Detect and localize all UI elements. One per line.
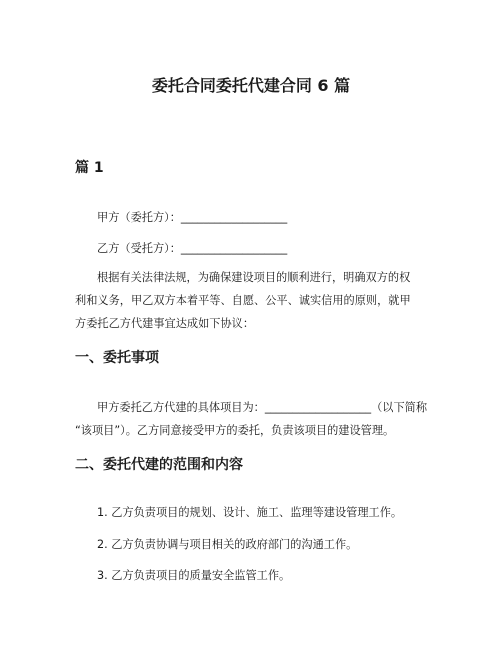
intro-paragraph-line: 利和义务，甲乙双方本着平等、自愿、公平、诚实信用的原则，就甲 (75, 294, 411, 307)
intro-paragraph-line: 根据有关法律法规，为确保建设项目的顺利进行，明确双方的权 (97, 271, 411, 284)
list-item: 1. 乙方负责项目的规划、设计、施工、监理等建设管理工作。 (97, 506, 403, 519)
intro-paragraph-line: 方委托乙方代建事宜达成如下协议： (75, 317, 255, 330)
list-item: 2. 乙方负责协调与项目相关的政府部门的沟通工作。 (97, 538, 358, 551)
part-heading: 篇 1 (75, 160, 104, 176)
party-a-line: 甲方（委托方）：___________________ (97, 211, 288, 224)
list-item: 3. 乙方负责项目的质量安全监管工作。 (97, 569, 291, 582)
document-title: 委托合同委托代建合同 6 篇 (151, 76, 351, 95)
section1-paragraph-line: 甲方委托乙方代建的具体项目为：___________________（以下简称 (97, 401, 428, 414)
party-b-line: 乙方（受托方）：___________________ (97, 242, 288, 255)
section-heading-1: 一、委托事项 (75, 350, 159, 366)
section-heading-2: 二、委托代建的范围和内容 (75, 457, 243, 473)
section1-paragraph-line: “该项目”）。乙方同意接受甲方的委托，负责该项目的建设管理。 (75, 424, 395, 437)
